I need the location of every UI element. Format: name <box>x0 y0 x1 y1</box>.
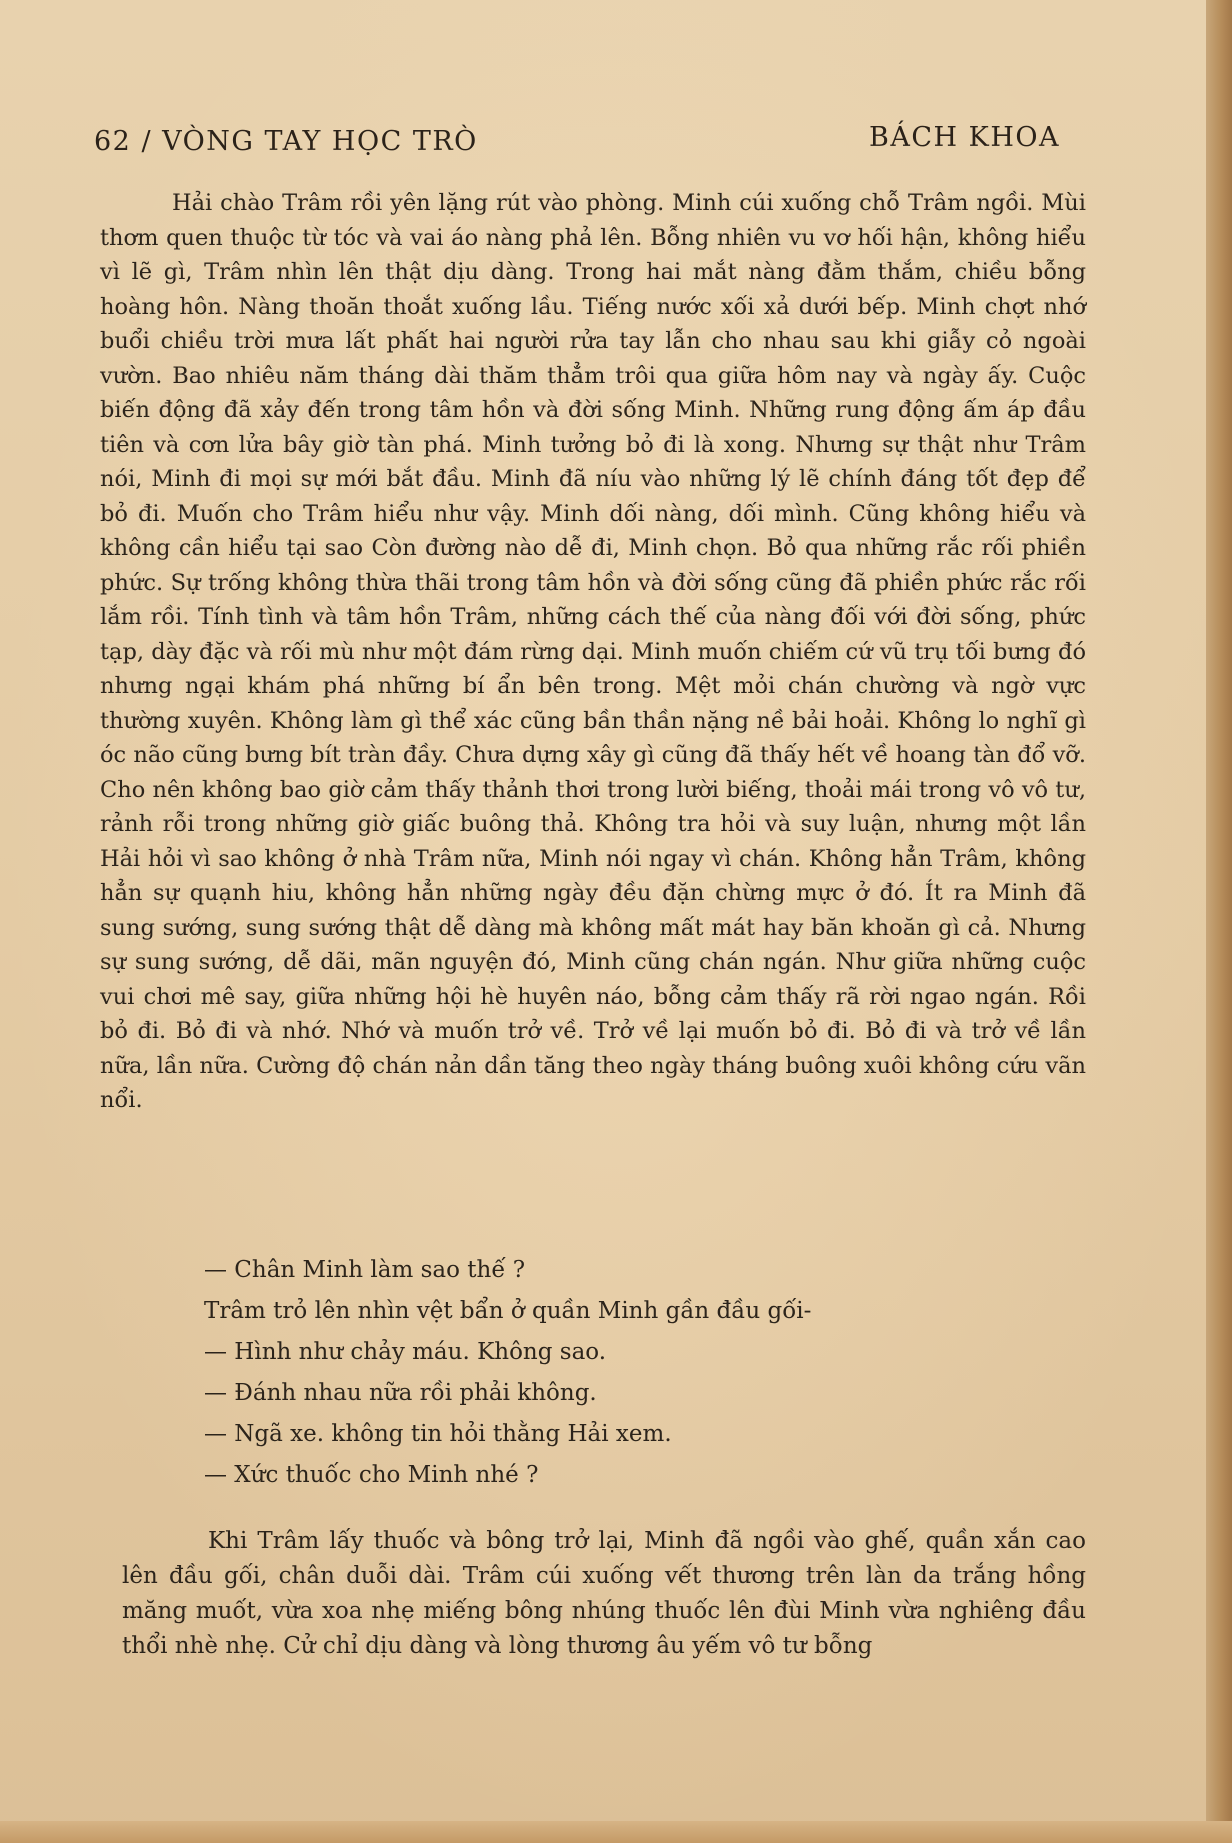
page-number-and-title: 62 / VÒNG TAY HỌC TRÒ <box>94 126 478 157</box>
dialogue-line: — Hình như chảy máu. Không sao. <box>204 1339 607 1365</box>
page-bottom-edge <box>0 1821 1232 1843</box>
dialogue-line: — Ngã xe. không tin hỏi thằng Hải xem. <box>204 1421 672 1447</box>
main-paragraph: Hải chào Trâm rồi yên lặng rút vào phòng. Minh cúi xuống chỗ Trâm ngồi. Mùi thơm quen thuộc từ tóc và vai áo nàng phả lên. Bỗng nhiên vu vơ hối hận, không hiểu vì lẽ gì, Trâm nhìn lên thật dịu dàng. Trong hai mắt nàng đằm thắm, chiều bỗng hoàng hôn. Nàng thoăn thoắt xuống lầu. Tiếng nước xối xả dưới bếp. Minh chợt nhớ buổi chiều trời mưa lất phất hai người rửa tay lẫn cho nhau sau khi giẫy cỏ ngoài vườn. Bao nhiêu năm tháng dài thăm thẳm trôi qua giữa hôm nay và ngày ấy. Cuộc biến động đã xảy đến trong tâm hồn và đời sống Minh. Những rung động ấm áp đầu tiên và cơn lửa bây giờ tàn phá. Minh tưởng bỏ đi là xong. Nhưng sự thật như Trâm nói, Minh đi mọi sự mới bắt đầu. Minh đã níu vào những lý lẽ chính đáng tốt đẹp để bỏ đi. Muốn cho Trâm hiểu như vậy. Minh dối nàng, dối mình. Cũng không hiểu và không cần hiểu tại sao Còn đường nào dễ đi, Minh chọn. Bỏ qua những rắc rối phiền phức. Sự trống không thừa thãi trong tâm hồn và đời sống cũng đã phiền phức rắc rối lắm rồi. Tính tình và tâm hồn Trâm, những cách thế của nàng đối với đời sống, phức tạp, dày đặc và rối mù như một đám rừng dại. Minh muốn chiếm cứ vũ trụ tối bưng đó nhưng ngại khám phá những bí ẩn bên trong. Mệt mỏi chán chường và ngờ vực thường xuyên. Không làm gì thể xác cũng bần thần nặng nề bải hoải. Không lo nghĩ gì óc não cũng bưng bít tràn đầy. Chưa dựng xây gì cũng đã thấy hết về hoang tàn đổ vỡ. Cho nên không bao giờ cảm thấy thảnh thơi trong lười biếng, thoải mái trong vô vô tư, rảnh rỗi trong những giờ giấc buông thả. Không tra hỏi và suy luận, nhưng một lần Hải hỏi vì sao không ở nhà Trâm nữa, Minh nói ngay vì chán. Không hẳn Trâm, không hẳn sự quạnh hiu, không hẳn những ngày đều đặn chừng mực ở đó. Ít ra Minh đã sung sướng, sung sướng thật dễ dàng mà không mất mát hay băn khoăn gì cả. Nhưng sự sung sướng, dễ dãi, mãn nguyện đó, Minh cũng chán ngán. Như giữa những cuộc vui chơi mê say, giữa những hội hè huyên náo, bỗng cảm thấy rã rời ngao ngán. Rồi bỏ đi. Bỏ đi và nhớ. Nhớ và muốn trở về. Trở về lại muốn bỏ đi. Bỏ đi và trở về lần nữa, lần nữa. Cường độ chán nản dần tăng theo ngày tháng buông xuôi không cứu vãn nổi. <box>100 190 1086 1113</box>
dialogue-line: Trâm trỏ lên nhìn vệt bẩn ở quần Minh gần đầu gối- <box>204 1298 812 1324</box>
magazine-name: BÁCH KHOA <box>869 122 1060 153</box>
dialogue-line: — Xức thuốc cho Minh nhé ? <box>204 1462 539 1488</box>
dialogue-line: — Chân Minh làm sao thế ? <box>204 1257 526 1283</box>
closing-text-block <box>122 1524 1086 1664</box>
main-text-block <box>100 186 1086 1118</box>
dialogue-block <box>204 1250 964 1496</box>
closing-paragraph: Khi Trâm lấy thuốc và bông trở lại, Minh đã ngồi vào ghế, quần xắn cao lên đầu gối, chân duỗi dài. Trâm cúi xuống vết thương trên làn da trắng hồng măng muốt, vừa xoa nhẹ miếng bông nhúng thuốc lên đùi Minh vừa nghiêng đầu thổi nhè nhẹ. Cử chỉ dịu dàng và lòng thương âu yếm vô tư bỗng <box>122 1528 1086 1659</box>
page-edge-shadow <box>1206 0 1232 1843</box>
dialogue-line: — Đánh nhau nữa rồi phải không. <box>204 1380 597 1406</box>
running-header <box>94 122 1060 162</box>
